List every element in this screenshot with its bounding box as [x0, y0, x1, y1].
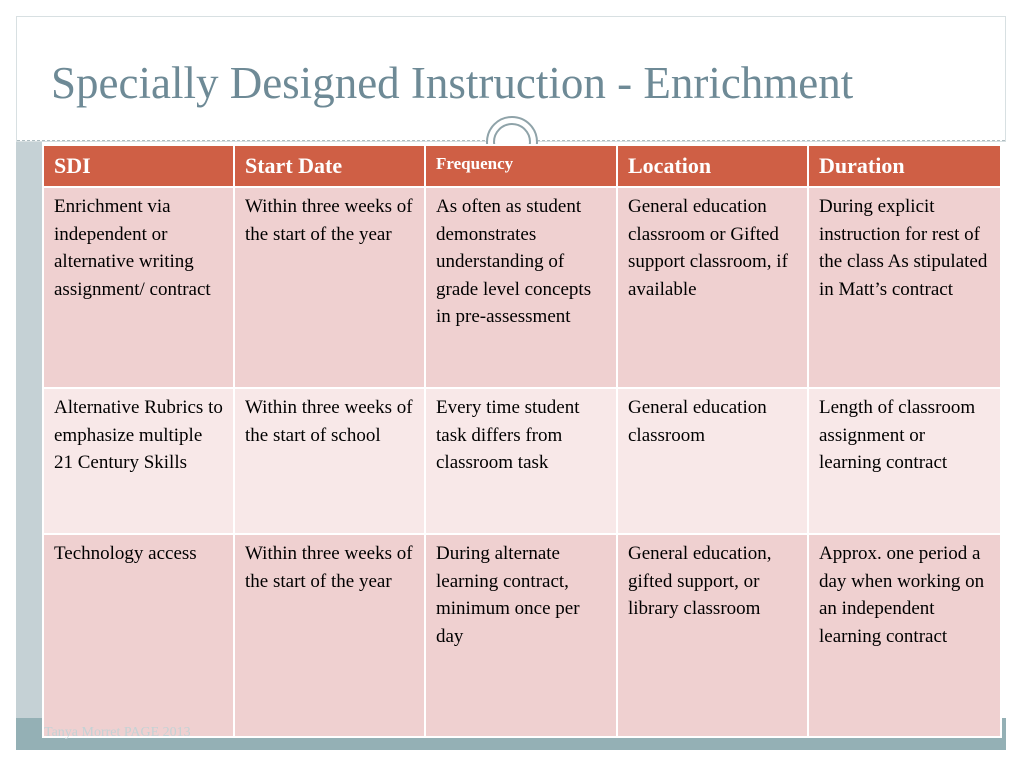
header-duration: Duration — [808, 145, 1001, 187]
cell-duration: Approx. one period a day when working on an independent learning contract — [808, 534, 1001, 737]
cell-sdi: Technology access — [43, 534, 234, 737]
cell-sdi: Enrichment via independent or alternative writing assignment/ contract — [43, 187, 234, 388]
cell-frequency: Every time student task differs from classroom task — [425, 388, 617, 534]
table-row — [43, 534, 1001, 737]
cell-start-date: Within three weeks of the start of school — [234, 388, 425, 534]
table-row — [43, 187, 1001, 388]
slide-title: Specially Designed Instruction - Enrichment — [51, 58, 854, 108]
cell-location: General education classroom or Gifted support classroom, if available — [617, 187, 808, 388]
cell-frequency: During alternate learning contract, minimum once per day — [425, 534, 617, 737]
cell-start-date: Within three weeks of the start of the year — [234, 187, 425, 388]
header-start-date: Start Date — [234, 145, 425, 187]
cell-sdi: Alternative Rubrics to emphasize multiple 21 Century Skills — [43, 388, 234, 534]
sdi-table — [42, 144, 1002, 738]
cell-location: General education classroom — [617, 388, 808, 534]
cell-frequency: As often as student demonstrates understanding of grade level concepts in pre-assessment — [425, 187, 617, 388]
slide-footer: Tanya Morret PAGE 2013 — [44, 725, 191, 740]
header-frequency: Frequency — [425, 145, 617, 187]
cell-duration: Length of classroom assignment or learning contract — [808, 388, 1001, 534]
table-header-row — [43, 145, 1001, 187]
cell-start-date: Within three weeks of the start of the year — [234, 534, 425, 737]
table-row — [43, 388, 1001, 534]
header-sdi: SDI — [43, 145, 234, 187]
header-location: Location — [617, 145, 808, 187]
cell-duration: During explicit instruction for rest of the class As stipulated in Matt’s contract — [808, 187, 1001, 388]
cell-location: General education, gifted support, or library classroom — [617, 534, 808, 737]
